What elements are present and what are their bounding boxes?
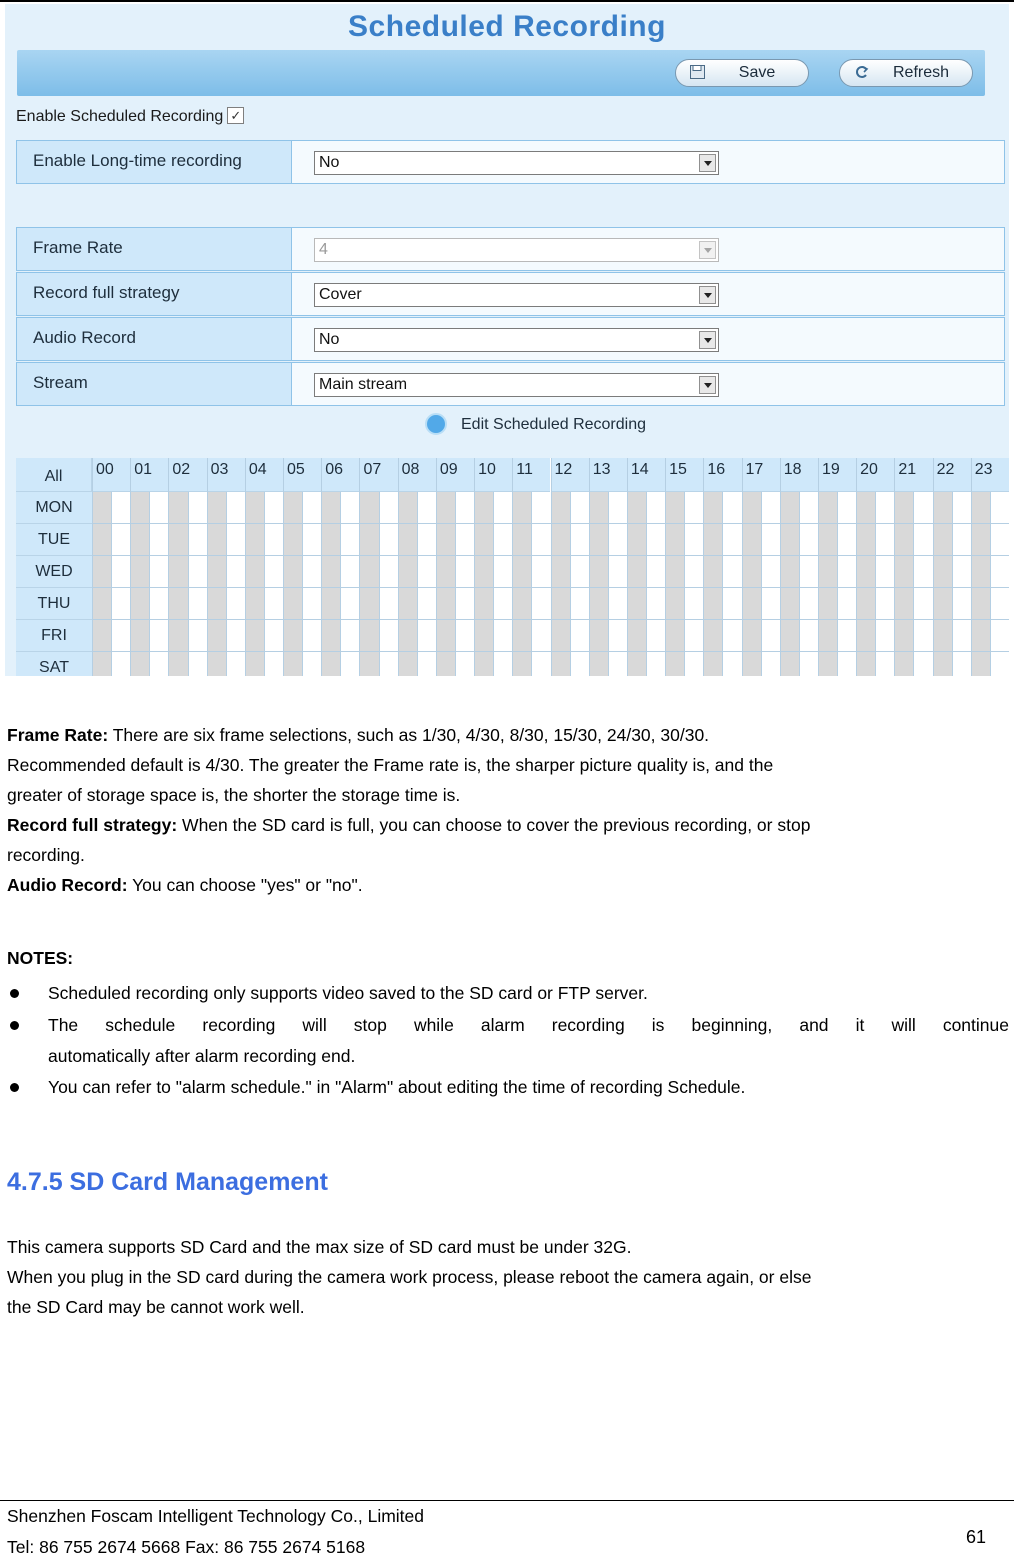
grid-line <box>245 458 246 676</box>
grid-line <box>761 492 762 676</box>
page-title: Scheduled Recording <box>348 10 666 43</box>
save-button[interactable] <box>675 59 809 87</box>
text-span: You can choose "yes" or "no". <box>127 875 363 895</box>
hour-header[interactable] <box>512 458 550 492</box>
hour-header[interactable] <box>742 458 780 492</box>
field-row-long-time-recording <box>16 140 1005 184</box>
schedule-grid[interactable] <box>16 458 1009 676</box>
grid-line <box>608 492 609 676</box>
schedule-half-hour-cell[interactable] <box>398 492 417 676</box>
grid-line <box>264 492 265 676</box>
hour-label: 20 <box>860 461 878 478</box>
edit-scheduled-recording-label: Edit Scheduled Recording <box>461 416 647 434</box>
hour-label: 16 <box>707 461 726 478</box>
grid-line <box>818 458 819 676</box>
hour-header[interactable] <box>245 458 283 492</box>
schedule-half-hour-cell[interactable] <box>665 492 684 676</box>
note-text: You can refer to "alarm schedule." in "Alarm" about editing the time of recording Schedule. <box>48 1077 746 1097</box>
schedule-half-hour-cell[interactable] <box>283 492 302 676</box>
sd-card-paragraph <box>7 1232 1009 1322</box>
schedule-half-hour-cell[interactable] <box>168 492 187 676</box>
long-time-recording-select[interactable] <box>314 151 719 175</box>
schedule-half-hour-cell[interactable] <box>245 492 264 676</box>
hour-header[interactable] <box>856 458 894 492</box>
field-row-record-full-strategy <box>16 272 1005 316</box>
day-label[interactable]: FRI <box>16 620 92 652</box>
section-heading: 4.7.5 SD Card Management <box>7 1168 328 1196</box>
hour-header[interactable] <box>130 458 168 492</box>
schedule-half-hour-cell[interactable] <box>207 492 226 676</box>
grid-line <box>92 619 1009 620</box>
refresh-label: Refresh <box>892 64 950 81</box>
hour-label: 23 <box>974 461 993 478</box>
audio-record-term: Audio Record: <box>7 875 128 895</box>
footer-company: Shenzhen Foscam Intelligent Technology Co., Limited <box>7 1506 425 1526</box>
select-value: No <box>319 154 340 171</box>
hour-label: 08 <box>401 461 420 478</box>
field-label: Frame Rate <box>16 227 292 271</box>
schedule-all-button[interactable]: All <box>16 458 92 492</box>
hour-label: 11 <box>516 461 533 478</box>
schedule-half-hour-cell[interactable] <box>780 492 799 676</box>
schedule-half-hour-cell[interactable] <box>130 492 149 676</box>
schedule-half-hour-cell[interactable] <box>359 492 378 676</box>
grid-line <box>92 587 1009 588</box>
grid-line <box>226 492 227 676</box>
text-line: This camera supports SD Card and the max size of SD card must be under 32G. <box>7 1237 632 1257</box>
note-text: automatically after alarm recording end. <box>48 1046 356 1066</box>
stream-select[interactable] <box>314 373 719 397</box>
hour-header[interactable] <box>589 458 627 492</box>
schedule-half-hour-cell[interactable] <box>512 492 531 676</box>
hour-label: 02 <box>172 461 191 478</box>
grid-line <box>379 492 380 676</box>
grid-line <box>780 458 781 676</box>
text-line: the SD Card may be cannot work well. <box>7 1297 305 1317</box>
grid-line <box>913 492 914 676</box>
notes-title: NOTES: <box>7 948 74 968</box>
grid-line <box>168 458 169 676</box>
note-text: Scheduled recording only supports video saved to the SD card or FTP server. <box>48 983 648 1003</box>
grid-line <box>321 458 322 676</box>
hour-header[interactable] <box>818 458 856 492</box>
hour-label: 15 <box>669 461 687 478</box>
day-label[interactable]: THU <box>16 588 92 620</box>
chevron-down-icon[interactable] <box>699 286 716 304</box>
chevron-down-icon[interactable] <box>699 331 716 349</box>
schedule-half-hour-cell[interactable] <box>436 492 455 676</box>
grid-line <box>665 458 666 676</box>
hour-header[interactable] <box>703 458 741 492</box>
text-line <box>7 870 1009 900</box>
footer-contact: Tel: 86 755 2674 5668 Fax: 86 755 2674 5168 <box>7 1537 366 1557</box>
text-span: When the SD card is full, you can choose to cover the previous recording, or stop <box>177 815 811 835</box>
hour-header[interactable] <box>321 458 359 492</box>
field-row-audio-record <box>16 317 1005 361</box>
enable-scheduled-recording-checkbox[interactable]: ✓ <box>227 107 244 124</box>
schedule-half-hour-cell[interactable] <box>589 492 608 676</box>
field-value-cell <box>292 140 1005 184</box>
schedule-half-hour-cell[interactable] <box>92 492 111 676</box>
grid-line <box>971 458 972 676</box>
field-value-cell <box>292 362 1005 406</box>
hour-label: 12 <box>554 461 573 478</box>
hour-label: 04 <box>248 461 267 478</box>
audio-record-select[interactable] <box>314 328 719 352</box>
schedule-half-hour-cell[interactable] <box>818 492 837 676</box>
schedule-half-hour-cell[interactable] <box>703 492 722 676</box>
chevron-down-icon[interactable] <box>699 154 716 172</box>
grid-line <box>92 555 1009 556</box>
hour-header[interactable] <box>551 458 589 492</box>
grid-line <box>875 492 876 676</box>
hour-header[interactable] <box>627 458 665 492</box>
grid-line <box>149 492 150 676</box>
hour-label: 07 <box>363 461 382 478</box>
field-row-stream <box>16 362 1005 406</box>
schedule-half-hour-cell[interactable] <box>856 492 875 676</box>
field-row-frame-rate <box>16 227 1005 271</box>
hour-label: 06 <box>325 461 344 478</box>
schedule-half-hour-cell[interactable] <box>933 492 952 676</box>
hour-label: 22 <box>936 461 955 478</box>
note-item <box>7 1072 1009 1103</box>
hour-header[interactable] <box>894 458 932 492</box>
note-item <box>7 1010 1009 1072</box>
hour-label: 19 <box>821 461 840 478</box>
save-label: Save <box>738 64 776 81</box>
hour-header[interactable] <box>933 458 971 492</box>
grid-line <box>398 458 399 676</box>
text-line <box>7 720 1009 750</box>
hour-header[interactable] <box>207 458 245 492</box>
clock-icon <box>425 413 447 435</box>
grid-line <box>111 492 112 676</box>
text-line: greater of storage space is, the shorter the storage time is. <box>7 785 461 805</box>
chevron-down-icon[interactable] <box>699 376 716 394</box>
hour-header[interactable] <box>474 458 512 492</box>
enable-scheduled-recording-label: Enable Scheduled Recording <box>16 108 224 125</box>
hour-header[interactable] <box>283 458 321 492</box>
grid-line <box>340 492 341 676</box>
schedule-half-hour-cell[interactable] <box>894 492 913 676</box>
hour-header[interactable] <box>971 458 1009 492</box>
edit-scheduled-recording-link[interactable] <box>425 414 646 436</box>
hour-header[interactable] <box>780 458 818 492</box>
hour-header[interactable] <box>168 458 206 492</box>
grid-line <box>531 492 532 676</box>
hour-header[interactable] <box>359 458 397 492</box>
grid-line <box>990 492 991 676</box>
grid-line <box>589 458 590 676</box>
enable-scheduled-recording-row <box>16 108 244 126</box>
select-value: 4 <box>319 241 328 258</box>
frame-rate-select <box>314 238 719 262</box>
text-line: Recommended default is 4/30. The greater the Frame rate is, the sharper picture quality is, and the <box>7 755 774 775</box>
text-span: There are six frame selections, such as 1/30, 4/30, 8/30, 15/30, 24/30, 30/30. <box>108 725 710 745</box>
select-value: No <box>319 331 340 348</box>
day-label[interactable]: TUE <box>16 524 92 556</box>
grid-line <box>837 492 838 676</box>
grid-line <box>512 458 513 676</box>
grid-line <box>933 458 934 676</box>
schedule-half-hour-cell[interactable] <box>971 492 990 676</box>
grid-line <box>92 651 1009 652</box>
text-line: When you plug in the SD card during the camera work process, please reboot the camera again, or else <box>7 1267 812 1287</box>
field-value-cell <box>292 272 1005 316</box>
grid-line <box>684 492 685 676</box>
grid-line <box>302 492 303 676</box>
frame-rate-term: Frame Rate: <box>7 725 109 745</box>
scheduled-recording-screenshot <box>5 4 1009 676</box>
grid-line <box>417 492 418 676</box>
grid-line <box>130 458 131 676</box>
text-line: recording. <box>7 845 85 865</box>
hour-header[interactable] <box>665 458 703 492</box>
day-label[interactable]: WED <box>16 556 92 588</box>
field-value-cell <box>292 227 1005 271</box>
grid-line <box>856 458 857 676</box>
hour-label: 10 <box>478 461 496 478</box>
hour-header[interactable] <box>398 458 436 492</box>
grid-line <box>894 458 895 676</box>
refresh-button[interactable] <box>839 59 973 87</box>
schedule-half-hour-cell[interactable] <box>474 492 493 676</box>
text-line <box>7 810 1009 840</box>
grid-line <box>551 458 552 676</box>
bullet-icon <box>10 989 19 998</box>
bullet-icon <box>10 1083 19 1092</box>
grid-line <box>188 492 189 676</box>
hour-label: 18 <box>783 461 802 478</box>
field-value-cell <box>292 317 1005 361</box>
bullet-icon <box>10 1021 19 1030</box>
page-number: 61 <box>966 1527 987 1547</box>
record-full-strategy-select[interactable] <box>314 283 719 307</box>
frame-rate-paragraph <box>7 720 1009 900</box>
select-value: Cover <box>319 286 362 303</box>
field-label: Stream <box>16 362 292 406</box>
note-item <box>7 978 1009 1009</box>
day-label[interactable]: SAT <box>16 652 92 676</box>
grid-line <box>952 492 953 676</box>
grid-line <box>493 492 494 676</box>
hour-label: 21 <box>898 461 917 478</box>
hour-label: 03 <box>210 461 229 478</box>
chevron-down-icon <box>699 241 716 259</box>
schedule-half-hour-cell[interactable] <box>742 492 761 676</box>
grid-line <box>722 492 723 676</box>
hour-header[interactable] <box>92 458 130 492</box>
field-label: Audio Record <box>16 317 292 361</box>
grid-line <box>92 523 1009 524</box>
hour-label: 00 <box>96 461 114 478</box>
hour-label: 05 <box>287 461 305 478</box>
top-rule <box>0 0 1014 2</box>
schedule-half-hour-cell[interactable] <box>321 492 340 676</box>
grid-line <box>703 458 704 676</box>
grid-line <box>799 492 800 676</box>
schedule-half-hour-cell[interactable] <box>551 492 570 676</box>
note-text: The schedule recording will stop while alarm recording is beginning, and it will continue <box>48 1015 1009 1035</box>
record-full-term: Record full strategy: <box>7 815 178 835</box>
grid-line <box>92 458 93 676</box>
grid-line <box>436 458 437 676</box>
grid-line <box>742 458 743 676</box>
field-label: Record full strategy <box>16 272 292 316</box>
hour-label: 01 <box>134 461 152 478</box>
grid-line <box>474 458 475 676</box>
select-value: Main stream <box>319 376 408 393</box>
day-label[interactable]: MON <box>16 492 92 524</box>
hour-label: 17 <box>745 461 764 478</box>
grid-line <box>570 492 571 676</box>
grid-line <box>455 492 456 676</box>
hour-label: 09 <box>439 461 458 478</box>
grid-line <box>359 458 360 676</box>
schedule-half-hour-cell[interactable] <box>627 492 646 676</box>
grid-line <box>283 458 284 676</box>
grid-line <box>627 458 628 676</box>
hour-header[interactable] <box>436 458 474 492</box>
footer-rule <box>0 1500 1014 1501</box>
field-label: Enable Long-time recording <box>16 140 292 184</box>
hour-label: 13 <box>592 461 611 478</box>
hour-label: 14 <box>630 461 649 478</box>
toolbar <box>17 50 985 96</box>
grid-line <box>646 492 647 676</box>
grid-line <box>207 458 208 676</box>
